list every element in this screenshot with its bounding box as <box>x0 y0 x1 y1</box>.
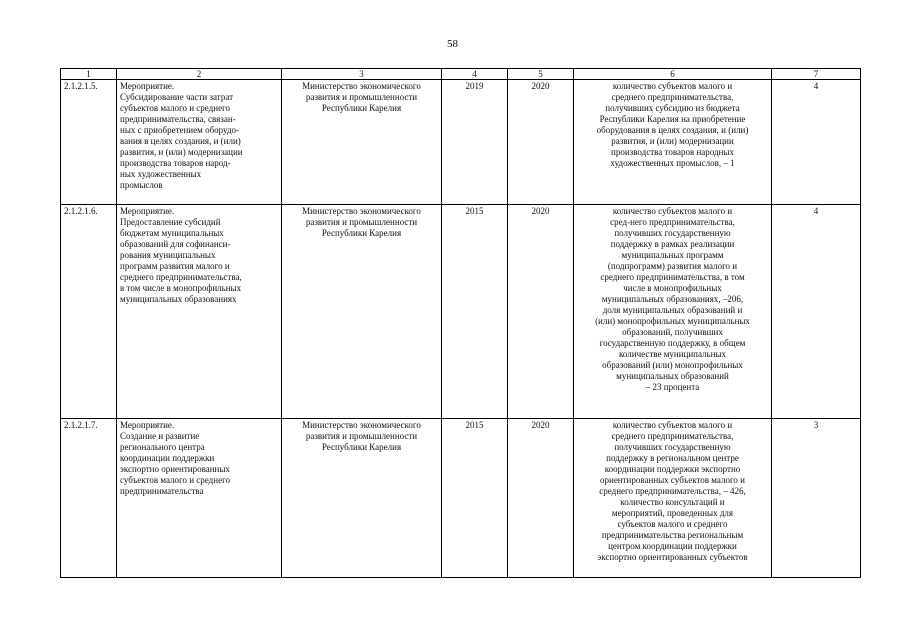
event-text-line: регионального центра <box>120 442 205 452</box>
cell-event <box>117 419 282 578</box>
event-text-line: ных с приобретением оборудо- <box>120 125 240 135</box>
cell-start-year <box>442 205 508 419</box>
column-header: 7 <box>772 69 861 80</box>
table-row <box>61 80 861 205</box>
executor-text-line: Республики Карелия <box>321 228 402 238</box>
indicator-text-line: количество субъектов малого и <box>612 420 733 430</box>
column-header: 5 <box>508 69 574 80</box>
cell-code <box>61 419 117 578</box>
indicator-text-line: сред-него предпринимательства, <box>610 217 735 227</box>
indicator-text-line: образований, получивших <box>622 327 723 337</box>
indicator-text-line: Республики Карелия на приобретение <box>599 114 746 124</box>
indicator-text-line: среднего предпринимательства, <box>611 431 734 441</box>
event-text-line: предпринимательства, связан- <box>120 114 236 124</box>
indicator-text-line: количестве муниципальных <box>618 349 727 359</box>
start-year: 2015 <box>465 420 484 430</box>
cell-executor <box>282 80 442 205</box>
page-number: 58 <box>447 38 458 50</box>
event-text-line: Создание и развитие <box>120 431 200 441</box>
event-text-line: промыслов <box>120 180 163 190</box>
indicator-text-line: государственную поддержку, в общем <box>599 338 746 348</box>
executor-text-line: развития и промышленности <box>305 92 418 102</box>
executor-text-line: Министерство экономического <box>302 206 421 216</box>
event-text-line: программ развития малого и <box>120 261 230 271</box>
indicator-text-line: образований (или) монопрофильных <box>602 360 743 370</box>
indicator-text-line: центром координации поддержки <box>608 541 737 551</box>
indicator-text-line: доля муниципальных образований и <box>602 305 743 315</box>
cell-event <box>117 205 282 419</box>
end-year: 2020 <box>531 81 550 91</box>
event-text-line: экспортно ориентированных <box>120 464 230 474</box>
indicator-text-line: – 23 процента <box>645 382 700 392</box>
indicator-text-line: получивших государственную <box>614 442 731 452</box>
event-text-line: Мероприятие. <box>120 420 175 430</box>
event-text-line: вания в целях создания, и (или) <box>120 136 241 146</box>
indicator-text-line: количество консультаций и <box>620 497 725 507</box>
cell-indicator <box>574 80 772 205</box>
indicator-text-line: количество субъектов малого и <box>612 206 733 216</box>
indicator-text-line: координации поддержки экспортно <box>604 464 741 474</box>
indicator-text-line: количество субъектов малого и <box>612 81 733 91</box>
indicator-text-line: среднего предпринимательства, <box>611 92 734 102</box>
indicator-text-line: муниципальных программ <box>621 250 724 260</box>
start-year: 2019 <box>465 81 484 91</box>
table-row <box>61 205 861 419</box>
event-text-line: производства товаров народ- <box>120 158 231 168</box>
event-text-line: Субсидирование части затрат <box>120 92 234 102</box>
end-year: 2020 <box>531 206 550 216</box>
event-text-line: среднего предпринимательства, <box>120 272 242 282</box>
column-header: 3 <box>282 69 442 80</box>
event-code: 2.1.2.1.7. <box>64 420 98 430</box>
indicator-text-line: предпринимательства региональным <box>601 530 744 540</box>
cell-link <box>772 205 861 419</box>
executor-text-line: Министерство экономического <box>302 420 421 430</box>
event-text-line: рования муниципальных <box>120 250 216 260</box>
indicator-text-line: муниципальных образований <box>616 371 729 381</box>
event-text-line: субъектов малого и среднего <box>120 103 231 113</box>
event-text-line: в том числе в монопрофильных <box>120 283 242 293</box>
indicator-text-line: мероприятий, проведенных для <box>611 508 734 518</box>
cell-end-year <box>508 419 574 578</box>
executor-text-line: Республики Карелия <box>321 103 402 113</box>
cell-link <box>772 80 861 205</box>
indicator-text-line: муниципальных образованиях, –206, <box>601 294 744 304</box>
event-code: 2.1.2.1.6. <box>64 206 98 216</box>
indicator-text-line: поддержку в рамках реализации <box>610 239 735 249</box>
table-row <box>61 419 861 578</box>
indicator-text-line: среднего предпринимательства, в том <box>600 272 745 282</box>
cell-executor <box>282 419 442 578</box>
cell-code <box>61 80 117 205</box>
indicator-text-line: субъектов малого и среднего <box>617 519 728 529</box>
event-text-line: субъектов малого и среднего <box>120 475 231 485</box>
event-text-line: предпринимательства <box>120 486 204 496</box>
indicator-text-line: развития, и (или) модернизации <box>611 136 734 146</box>
end-year: 2020 <box>531 420 550 430</box>
cell-code <box>61 205 117 419</box>
cell-event <box>117 80 282 205</box>
event-text-line: Предоставление субсидий <box>120 217 221 227</box>
event-text-line: Мероприятие. <box>120 81 175 91</box>
cell-end-year <box>508 205 574 419</box>
indicator-text-line: экспортно ориентированных субъектов <box>597 552 748 562</box>
cell-start-year <box>442 419 508 578</box>
executor-text-line: Министерство экономического <box>302 81 421 91</box>
event-text-line: Мероприятие. <box>120 206 175 216</box>
event-text-line: образований для софинанси- <box>120 239 231 249</box>
indicator-text-line: производства товаров народных <box>611 147 734 157</box>
indicator-text-line: ориентированных субъектов малого и <box>600 475 745 485</box>
link-number: 4 <box>813 81 819 91</box>
link-number: 4 <box>813 206 819 216</box>
indicator-text-line: оборудования в целях создания, и (или) <box>596 125 749 135</box>
cell-indicator <box>574 205 772 419</box>
event-text-line: бюджетам муниципальных <box>120 228 224 238</box>
event-text-line: ных художественных <box>120 169 202 179</box>
column-header: 1 <box>61 69 117 80</box>
column-header: 2 <box>117 69 282 80</box>
cell-start-year <box>442 80 508 205</box>
indicator-text-line: получивших субсидию из бюджета <box>605 103 740 113</box>
indicator-text-line: числе в монопрофильных <box>623 283 722 293</box>
program-table <box>60 68 861 578</box>
executor-text-line: развития и промышленности <box>305 431 418 441</box>
start-year: 2015 <box>465 206 484 216</box>
column-header: 6 <box>574 69 772 80</box>
indicator-text-line: (подпрограмм) развития малого и <box>607 261 738 271</box>
indicator-text-line: поддержку в региональном центре <box>606 453 739 463</box>
indicator-text-line: среднего предпринимательства, – 426, <box>599 486 746 496</box>
event-text-line: координации поддержки <box>120 453 215 463</box>
event-text-line: муниципальных образованиях <box>120 294 237 304</box>
event-text-line: развития, и (или) модернизации <box>120 147 243 157</box>
cell-end-year <box>508 80 574 205</box>
indicator-text-line: художественных промыслов, – 1 <box>610 158 735 168</box>
link-number: 3 <box>813 420 819 430</box>
executor-text-line: Республики Карелия <box>321 442 402 452</box>
table-header-row <box>61 69 861 80</box>
executor-text-line: развития и промышленности <box>305 217 418 227</box>
cell-link <box>772 419 861 578</box>
cell-executor <box>282 205 442 419</box>
event-code: 2.1.2.1.5. <box>64 81 98 91</box>
column-header: 4 <box>442 69 508 80</box>
indicator-text-line: (или) монопрофильных муниципальных <box>595 316 750 326</box>
cell-indicator <box>574 419 772 578</box>
indicator-text-line: получивших государственную <box>614 228 731 238</box>
